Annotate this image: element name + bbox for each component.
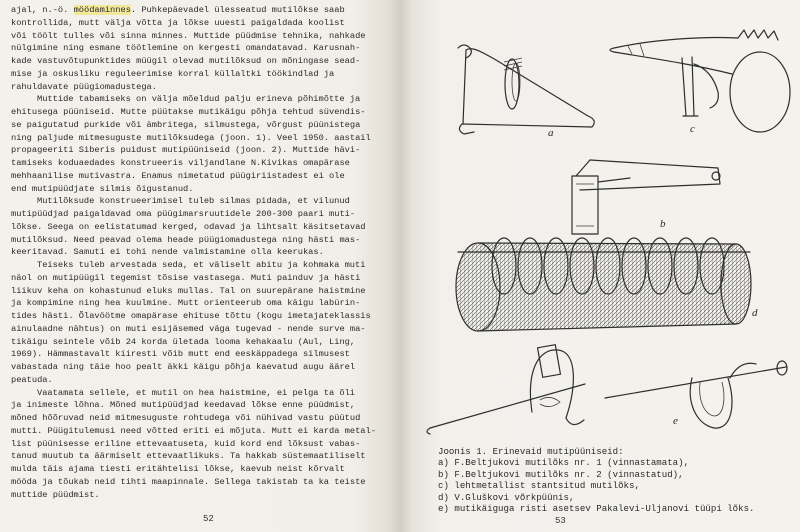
text-line: kade vastuvõtupunktides müügil olevad mutilõksud on mõningase sead- [11, 56, 361, 66]
mesh-trap-d-drawing [456, 238, 758, 334]
text-line: või töölt tulles või sinna minnes. Muttide püüdmise tehnika, nahkade [11, 30, 366, 41]
text-line: näol on mutipüügil tegemist tõsise vastasega. Muti painduv ja hästi [11, 272, 361, 283]
trap-wire [598, 178, 630, 182]
trap-wire [588, 116, 594, 127]
trap-frame [580, 160, 720, 190]
trap-loop [730, 52, 790, 132]
trap-wire [614, 37, 738, 48]
figure-label-d: d [752, 307, 758, 319]
text-line: mulda täis ajama tiesti eritähtelisi lõkse, kaevub neist kõrvalt [11, 464, 345, 474]
text-line: mööda ja tõukab neid tihti maapinnale. Sellega takistab ta ka teiste [11, 476, 366, 487]
trap-wire [614, 52, 732, 74]
text-line: end mutipüüdjate silmis õigustanud. [11, 183, 194, 194]
trap-rod [605, 367, 786, 398]
paragraph-start-line: Mutilõksude konstrueerimisel tuleb silmas pidada, et vilunud [37, 196, 350, 207]
page-number-left: 52 [203, 514, 214, 524]
mole-trap-c-drawing [610, 30, 790, 135]
text-line: mutti. Püügitulemusi need võtted eriti ei mõjuta. Mutt ei karda metal- [11, 425, 376, 436]
text-line: mutilõksud. Need peavad olema heade püügiomadustega ning hästi mas- [11, 234, 361, 245]
text-line: lõkse. Seega on eelistatumad kerged, odavad ja lihtsalt käsitsetavad [11, 221, 366, 232]
mole-trap-a-drawing [458, 45, 594, 139]
trap-loop [700, 382, 724, 416]
trap-spring-coil [540, 397, 560, 406]
text-line: ning paljude mitmesuguste mutilõksudega (joon. 1). Veel 1950. aastail [11, 132, 371, 143]
mole-trap-e-drawing [427, 345, 787, 434]
text-line: rahuldavate püügiomadustega. [11, 81, 157, 92]
text-line: 1969). Hämmastavalt kiiresti võib mutt end eeskäppadega silmusest [11, 349, 350, 360]
caption-item: a) F.Beltjukovi mutilõks nr. 1 (vinnastamata), [438, 457, 690, 469]
text-line: keeritavad. Samuti ei tohi nende valmistamine olla keerukas. [11, 247, 324, 258]
highlighted-word: möödaminnes [73, 5, 131, 15]
trap-rod [430, 384, 585, 428]
caption-item: d) V.Gluškovi võrkpüünis, [438, 491, 575, 503]
text-line: muttide püüdmist. [11, 489, 100, 500]
text-line: tikäigu seintele võib 24 korda ületada looma kehakaalu (Aul, Ling, [11, 336, 356, 347]
text-line: kontrollida, mutt välja võtta ja lõkse uuesti paigaldada koolist [11, 17, 345, 28]
text-line: tides hästi. Õlavöötme omapärase ehituse tõttu (kogu imetajateklassis [11, 311, 371, 321]
trap-wire [463, 50, 466, 124]
trap-teeth [738, 30, 778, 40]
paragraph-start-line: Vaatamata sellele, et mutil on hea haistmine, ei pelga ta õli [37, 387, 356, 398]
trap-plate [572, 176, 598, 234]
figure-label-c: c [690, 123, 695, 135]
trap-loop [530, 350, 573, 418]
trap-hook [459, 124, 474, 134]
figure-caption [438, 446, 793, 514]
text-line: mehhaanilise mutivastra. Enamus nimetatud püügiriistadest ei ole [11, 170, 345, 181]
text-line: ehitusega püüniseid. Mutte püütakse mutikäigu põhja tehtud süvendis- [11, 107, 366, 117]
trap-hook [458, 45, 471, 58]
trap-tip [427, 428, 430, 434]
text-line: ja kompimine ning hea kuulmine. Mutt orienteerub oma käigu labürin- [11, 298, 361, 309]
trap-wire [462, 124, 592, 127]
text-fragment: . Puhkepäevadel ülesseatud mutilõkse saab [130, 5, 345, 15]
caption-item: e) mutikäiguga risti asetsev Pakalevi-Uljanovi tüüpi lõks. [438, 502, 755, 514]
text-line: mõned hõõruvad neid mitmesuguste rohtudega või nühivad vastu püütud [11, 413, 361, 423]
trap-tip [610, 48, 614, 52]
text-line: tanud muutub ta äärmiselt ettevaatlikuks. Ta hakkab süstemaatiliselt [11, 451, 366, 462]
text-line: vabastada ning täie hoo pealt äkki käigu põhja kaevatud augu äärel [11, 362, 356, 372]
text-line: tamiseks koduaedades konstrueeris viljandlane N.Kivikas omapärase [11, 158, 350, 168]
figure-label-e: e [673, 415, 678, 427]
paragraph-start-line: Teiseks tuleb arvestada seda, et väliselt abitu ja kohmaka muti [37, 260, 366, 270]
caption-item: b) F.Beltjukovi mutilõks nr. 2 (vinnastatud), [438, 468, 684, 480]
text-line [11, 4, 396, 17]
paragraph-start-line: Muttide tabamiseks on välja mõeldud palju erineva põhimõtte ja [37, 94, 361, 105]
figure-label-a: a [548, 127, 554, 139]
text-line: mutipüüdjad paigaldavad oma püügimarsruutidele 200-300 paari muti- [11, 209, 356, 219]
text-line: se paigutatud purkide või ämbritega, silmustega, võrgust püünistega [11, 119, 361, 130]
mole-trap-b-drawing [572, 160, 720, 234]
trap-wire [576, 160, 590, 176]
right-page [400, 0, 800, 532]
page-number-right: 53 [555, 516, 566, 526]
caption-title: Joonis 1. Erinevaid mutipüüniseid: [438, 446, 624, 457]
caption-item: c) lehtmetallist stantsitud mutilõks, [438, 480, 640, 492]
text-line: list püünisesse eriline ettevaatuseta, kuid kord end lõksust vabas- [11, 438, 361, 449]
trap-wire [466, 49, 588, 116]
figure-drawings [400, 0, 800, 445]
text-line: ainulaadne nähtus) on muti esijäsemed väga tugevad - nende surve ma- [11, 323, 366, 334]
trap-hook [566, 418, 584, 425]
trap-loop [690, 378, 732, 428]
text-line: nülgimine ning esmane töötlemine on kergesti omandatavad. Karusnah- [11, 43, 361, 54]
figure-label-b: b [660, 218, 666, 230]
body-text [11, 4, 396, 501]
text-line: mise ja oskusliku reguleerimise korral küllaltki töökindlad ja [11, 68, 335, 79]
text-line: liikuv keha on kohastunud eluks mullas. Tal on suurepärane haistmine [11, 285, 366, 296]
text-line: propageeriti Siberis puidust mutipüüniseid (joon. 2). Muttide hävi- [11, 145, 361, 156]
text-line: ja inimeste lõhna. Mõned mutipüüdjad keedavad lõkse enne püüdmist, [11, 400, 356, 411]
text-fragment: ajal, n.-ö. [11, 5, 74, 15]
text-line: peatuda. [11, 374, 53, 385]
